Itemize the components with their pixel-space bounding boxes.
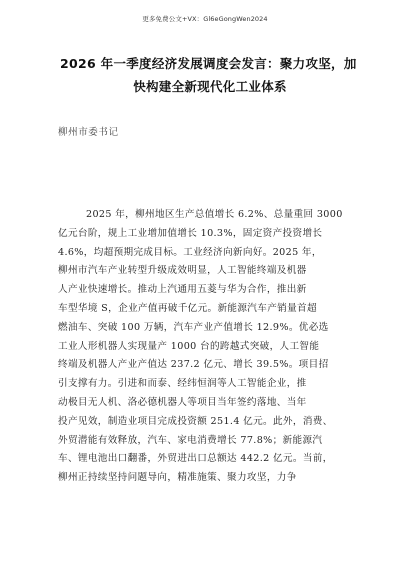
document-title xyxy=(60,52,360,98)
body-line: 4.6%，均超预期完成目标。工业经济向新向好。2025 年， xyxy=(58,246,322,258)
body-line: 人产业快速增长。推动上汽通用五菱与华为合作，推出新 xyxy=(58,284,307,296)
body-line: 工业人形机器人实现量产 1000 台的跨越式突破，人工智能 xyxy=(58,340,320,352)
body-line: 终端及机器人产业产值达 237.2 亿元、增长 39.5%。项目招 xyxy=(58,359,329,371)
body-line: 车型华境 S，企业产值再破千亿元。新能源汽车产销量首超 xyxy=(58,302,317,314)
body-line: 引支撑有力。引进和而泰、经纬恒润等人工智能企业，推 xyxy=(58,378,307,390)
body-line: 动极目无人机、洛必德机器人等项目当年签约落地、当年 xyxy=(58,396,307,408)
body-line: 车、锂电池出口翻番，外贸进出口总额达 442.2 亿元。当前， xyxy=(58,453,333,465)
title-line-2: 快构建全新现代化工业体系 xyxy=(133,79,287,94)
header-note: 更多免费公文+VX：Gl6eGongWen2024 xyxy=(142,15,268,23)
body-line: 柳州正持续坚持问题导向，精准施策、聚力攻坚，力争 xyxy=(58,472,297,484)
body-line: 外贸潜能有效释放，汽车、家电消费增长 77.8%；新能源汽 xyxy=(58,434,323,446)
body-line: 投产见效，制造业项目完成投资额 251.4 亿元。此外，消费、 xyxy=(58,415,333,427)
author-line: 柳州市委书记 xyxy=(58,127,119,138)
body-line: 2025 年，柳州地区生产总值增长 6.2%、总量重回 3000 xyxy=(86,209,343,220)
body-paragraph xyxy=(58,206,358,488)
body-line: 亿元台阶，规上工业增加值增长 10.3%，固定资产投资增长 xyxy=(58,227,323,239)
body-line: 燃油车、突破 100 万辆，汽车产业产值增长 12.9%。优必选 xyxy=(58,321,329,333)
body-line: 柳州市汽车产业转型升级成效明显，人工智能终端及机器 xyxy=(58,265,307,277)
title-line-1: 2026 年一季度经济发展调度会发言：聚力攻坚，加 xyxy=(60,56,357,71)
